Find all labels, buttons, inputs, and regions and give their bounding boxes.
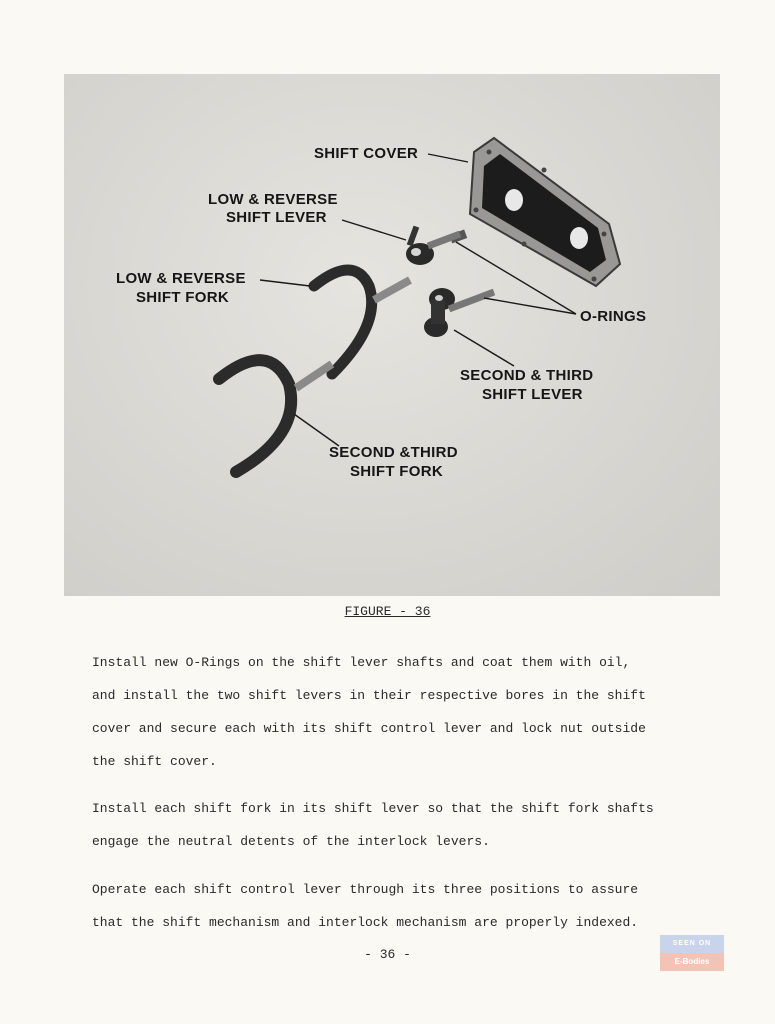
- label-low-reverse-fork-line2: SHIFT FORK: [136, 289, 229, 306]
- second-third-shift-fork-part: [219, 360, 332, 472]
- figure-caption: FIGURE - 36: [344, 604, 431, 619]
- label-second-third-fork-line2: SHIFT FORK: [350, 463, 443, 480]
- paragraph-install-forks: Install each shift fork in its shift lever so that the shift fork shafts engage the neutral detents of the interlock levers.: [92, 801, 654, 849]
- parts-illustration: [64, 74, 720, 596]
- page-number: - 36 -: [364, 947, 411, 962]
- second-third-shift-lever-part: [424, 288, 494, 337]
- watermark-line-2: E-Bodies: [660, 953, 724, 971]
- label-low-reverse-lever-line2: SHIFT LEVER: [226, 209, 327, 226]
- low-reverse-shift-fork-part: [314, 270, 410, 374]
- watermark-logo: [660, 935, 724, 971]
- label-second-third-lever-line1: SECOND & THIRD: [460, 367, 594, 384]
- paragraph-install-o-rings: Install new O-Rings on the shift lever shafts and coat them with oil, and install the two shift levers in their respective bores in the shift cover and secure each with its shift control lever and lock nut outside the shift cover.: [92, 655, 646, 769]
- figure-photo: [64, 74, 720, 596]
- label-low-reverse-fork-line1: LOW & REVERSE: [116, 270, 246, 287]
- label-second-third-fork-line1: SECOND &THIRD: [329, 444, 458, 461]
- label-low-reverse-lever-line1: LOW & REVERSE: [208, 191, 338, 208]
- watermark-line-1: SEEN ON: [660, 935, 724, 953]
- paragraph-operate-levers: Operate each shift control lever through its three positions to assure that the shift mechanism and interlock mechanism are properly indexed.: [92, 882, 639, 930]
- label-o-rings: O-RINGS: [580, 308, 647, 325]
- label-second-third-lever-line2: SHIFT LEVER: [482, 386, 583, 403]
- low-reverse-shift-lever-part: [406, 226, 467, 265]
- label-shift-cover: SHIFT COVER: [314, 145, 419, 162]
